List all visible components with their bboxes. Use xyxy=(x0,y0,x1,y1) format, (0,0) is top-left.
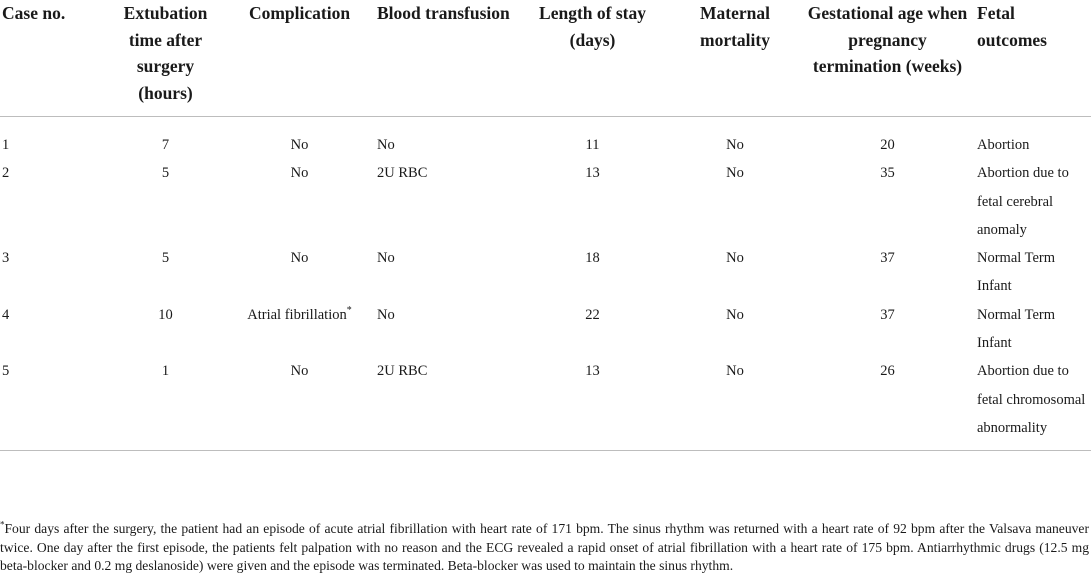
cell-extubation-time: 7 xyxy=(161,137,170,153)
cell-case-no: 4 xyxy=(2,306,10,323)
cell-complication: No xyxy=(290,250,309,267)
complication-text: Atrial fibrillation xyxy=(247,306,347,323)
cell-complication: No xyxy=(290,165,309,182)
cell-blood-transfusion: No xyxy=(377,250,395,267)
cell-gestational-age: 20 xyxy=(880,137,895,153)
cell-complication xyxy=(224,301,375,358)
header-complication: Complication xyxy=(224,0,375,117)
cell-fetal-outcomes: Abortion due to fetal chromosomal abnormality xyxy=(975,357,1091,450)
table-row xyxy=(0,357,1091,450)
cell-case-no: 2 xyxy=(2,165,10,182)
cell-gestational-age: 35 xyxy=(880,165,895,182)
header-gestational-age: Gestational age when pregnancy termination (weeks) xyxy=(800,0,975,117)
footnote-mark: * xyxy=(0,519,5,530)
cell-blood-transfusion: No xyxy=(377,137,395,153)
cell-length-of-stay: 18 xyxy=(585,250,600,267)
cell-complication: No xyxy=(224,357,375,450)
cell-extubation-time: 5 xyxy=(161,165,170,182)
cell-case-no: 1 xyxy=(2,137,10,153)
cell-case-no: 5 xyxy=(0,357,107,450)
table-row xyxy=(0,159,1091,244)
table-row xyxy=(0,301,1091,358)
cell-maternal-mortality: No xyxy=(726,250,744,267)
cell-gestational-age: 37 xyxy=(880,306,895,323)
cell-maternal-mortality: No xyxy=(726,165,744,182)
cell-blood-transfusion: No xyxy=(377,306,395,323)
header-extubation-time: Extubation time after surgery (hours) xyxy=(107,0,224,117)
cell-length-of-stay: 22 xyxy=(585,306,600,323)
cell-gestational-age: 37 xyxy=(880,250,895,267)
table-row xyxy=(0,117,1091,160)
cell-case-no: 3 xyxy=(2,250,10,267)
cell-fetal-outcomes: Abortion due to fetal cerebral anomaly xyxy=(977,165,1069,238)
cell-extubation-time: 1 xyxy=(107,357,224,450)
header-fetal-outcomes: Fetal outcomes xyxy=(975,0,1091,117)
cell-fetal-outcomes: Normal Term Infant xyxy=(977,250,1056,295)
table-header-row xyxy=(0,0,1091,117)
cell-blood-transfusion: 2U RBC xyxy=(375,357,515,450)
header-blood-transfusion: Blood transfusion xyxy=(375,0,515,117)
header-maternal-mortality: Maternal mortality xyxy=(670,0,800,117)
cell-maternal-mortality: No xyxy=(670,357,800,450)
cell-complication: No xyxy=(290,137,309,153)
footnote-text: Four days after the surgery, the patient had an episode of acute atrial fibrillation with heart rate of 171 bpm. The sinus rhythm was returned with a heart rate of 92 bpm after the Valsava maneuver twice. One day after the first episode, the patients felt palpation with no reason and the ECG revealed a rapid onset of atrial fibrillation with a heart rate of 175 bpm. Antiarrhythmic drugs (12.5 mg beta-blocker and 0.2 mg deslanoside) were given and the episode was terminated. Beta-blocker was used to maintain the sinus rhythm. xyxy=(0,521,1089,573)
header-length-of-stay: Length of stay (days) xyxy=(515,0,670,117)
cell-maternal-mortality: No xyxy=(726,306,744,323)
header-case-no: Case no. xyxy=(0,0,107,117)
cell-extubation-time: 10 xyxy=(158,306,173,323)
cell-blood-transfusion: 2U RBC xyxy=(377,165,428,182)
cell-fetal-outcomes: Abortion xyxy=(977,137,1030,153)
cell-extubation-time: 5 xyxy=(161,250,170,267)
cell-gestational-age: 26 xyxy=(800,357,975,450)
cell-length-of-stay: 11 xyxy=(585,137,600,153)
cell-length-of-stay: 13 xyxy=(585,165,600,182)
cell-length-of-stay: 13 xyxy=(515,357,670,450)
cell-maternal-mortality: No xyxy=(726,137,744,153)
footnote-marker: * xyxy=(346,304,352,316)
table-row xyxy=(0,244,1091,301)
table-footnote xyxy=(0,520,1089,576)
cell-fetal-outcomes: Normal Term Infant xyxy=(977,306,1056,352)
